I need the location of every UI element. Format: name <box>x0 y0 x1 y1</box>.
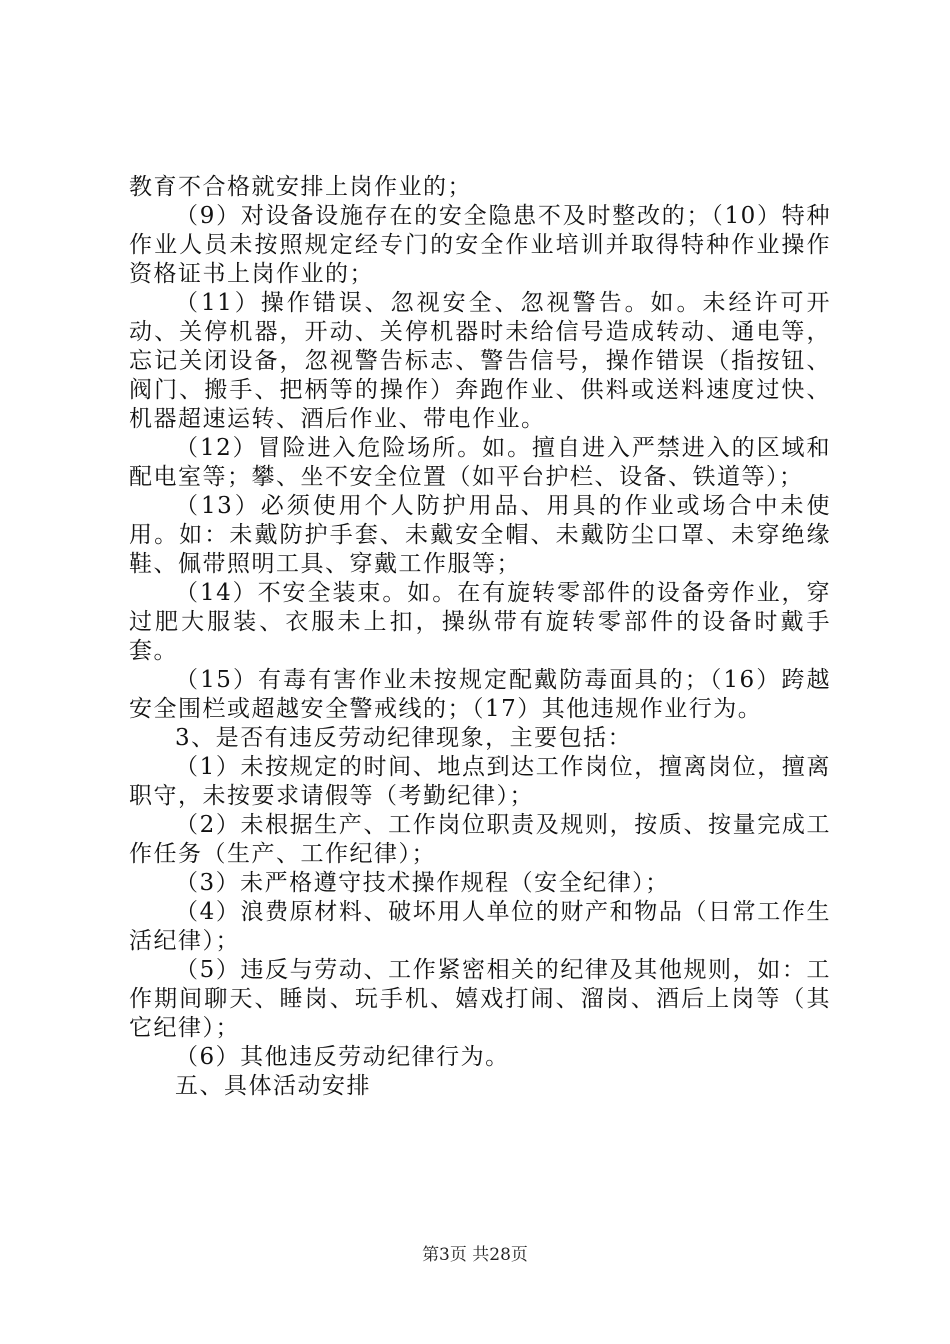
paragraph-discipline-6: （6）其他违反劳动纪律行为。 <box>175 1044 510 1070</box>
paragraph-item-11: （11）操作错误、忽视安全、忽视警告。如。未经许可开动、关停机器，开动、关停机器时未给信号造成转动、通电等，忘记关闭设备，忽视警告标志、警告信号，操作错误（指按钮、阀门、搬手、把柄等的操作）奔跑作业、供料或送料速度过快、机器超速运转、酒后作业、带电作业。 <box>129 290 831 432</box>
paragraph-discipline-3: （3）未严格遵守技术操作规程（安全纪律）； <box>175 870 670 896</box>
paragraph-discipline-2: （2）未根据生产、工作岗位职责及规则，按质、按量完成工作任务（生产、工作纪律）； <box>129 812 831 867</box>
paragraph-discipline-5: （5）违反与劳动、工作紧密相关的纪律及其他规则，如：工作期间聊天、睡岗、玩手机、嬉戏打闹、溜岗、酒后上岗等（其它纪律）； <box>129 957 831 1041</box>
paragraph-item-13: （13）必须使用个人防护用品、用具的作业或场合中未使用。如：未戴防护手套、未戴安全帽、未戴防尘口罩、未穿绝缘鞋、佩带照明工具、穿戴工作服等； <box>129 493 831 577</box>
page-number-footer: 第3页 共28页 <box>422 1245 528 1265</box>
paragraph-item-14: （14）不安全装束。如。在有旋转零部件的设备旁作业，穿过肥大服装、衣服未上扣，操纵带有旋转零部件的设备时戴手套。 <box>129 580 831 664</box>
section-heading-3: 3、是否有违反劳动纪律现象，主要包括： <box>175 725 633 751</box>
section-heading-5: 五、具体活动安排 <box>175 1073 371 1099</box>
paragraph-discipline-4: （4）浪费原材料、破坏用人单位的财产和物品（日常工作生活纪律）； <box>129 899 831 954</box>
paragraph-item-12: （12）冒险进入危险场所。如。擅自进入严禁进入的区域和配电室等；攀、坐不安全位置（如平台护栏、设备、铁道等）； <box>129 435 831 490</box>
document-body <box>129 173 831 1101</box>
paragraph-item-15-17: （15）有毒有害作业未按规定配戴防毒面具的；（16）跨越安全围栏或超越安全警戒线的；（17）其他违规作业行为。 <box>129 667 831 722</box>
paragraph-item-9-10: （9）对设备设施存在的安全隐患不及时整改的；（10）特种作业人员未按照规定经专门的安全作业培训并取得特种作业操作资格证书上岗作业的； <box>129 203 831 287</box>
paragraph-continuation: 教育不合格就安排上岗作业的； <box>129 174 472 200</box>
paragraph-discipline-1: （1）未按规定的时间、地点到达工作岗位，擅离岗位，擅离职守，未按要求请假等（考勤纪律）； <box>129 754 831 809</box>
